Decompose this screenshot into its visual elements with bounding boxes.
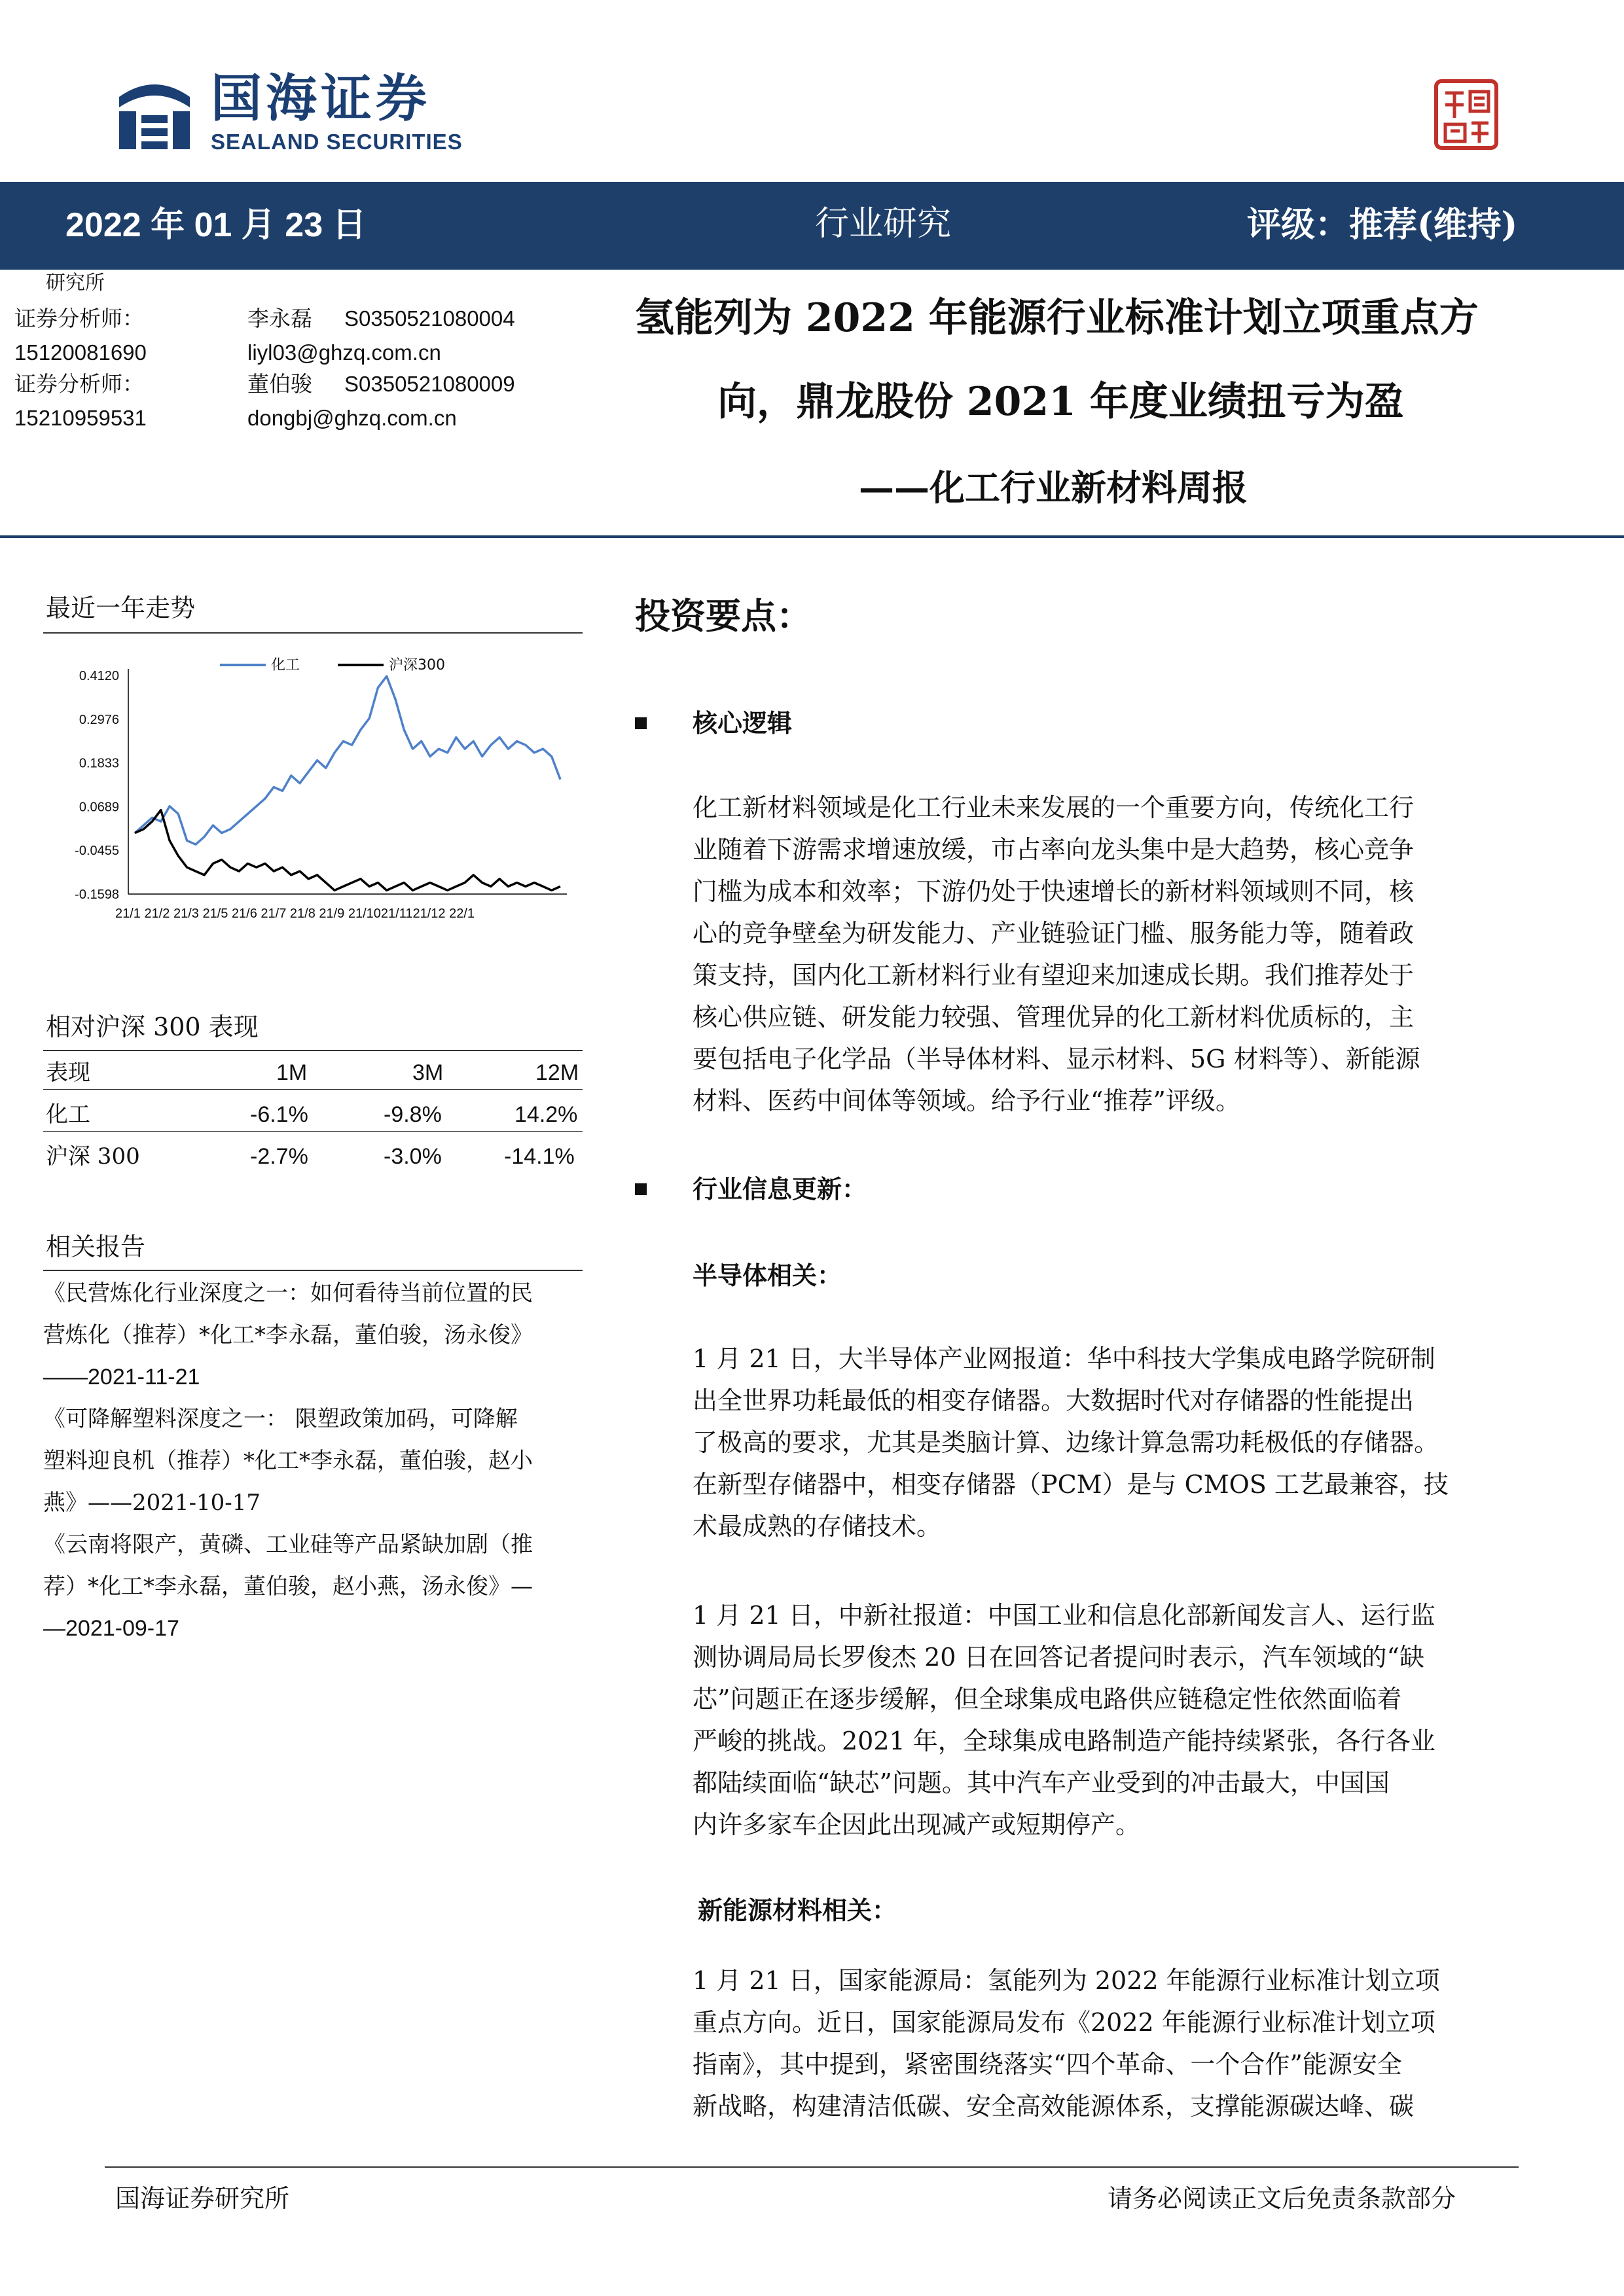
logo-mark-icon [115, 77, 194, 154]
core-logic-line: 业随着下游需求增速放缓，市占率向龙头集中是大趋势，核心竞争 [693, 835, 1415, 864]
report-rating: 评级：推荐(维持) [1247, 205, 1518, 245]
related-line[interactable]: 《可降解塑料深度之一： 限塑政策加码，可降解 [43, 1406, 518, 1432]
analyst-phone-2: 15210959531 [14, 406, 147, 430]
logo-text-cn: 国海证券 [211, 69, 431, 128]
bullet-icon [635, 1183, 647, 1195]
core-logic-line: 核心供应链、研发能力较强、管理优异的化工新材料优质标的，主 [693, 1003, 1415, 1031]
semiconductor-heading: 半导体相关： [693, 1261, 842, 1290]
related-line[interactable]: 营炼化（推荐）*化工*李永磊，董伯骏，汤永俊》 [43, 1322, 533, 1348]
perf-cell: -14.1% [504, 1144, 575, 1169]
analyst-email-1[interactable]: liyl03@ghzq.com.cn [247, 340, 441, 365]
report-date: 2022 年 01 月 23 日 [65, 206, 367, 244]
new-energy-heading: 新能源材料相关： [698, 1895, 897, 1925]
analyst-name-1: 李永磊 [247, 306, 312, 331]
analyst-cert-1: S0350521080004 [344, 306, 515, 331]
y-tick-label: 0.4120 [79, 669, 119, 683]
perf-cell: -9.8% [384, 1102, 442, 1127]
new-energy-line: 1 月 21 日，国家能源局：氢能列为 2022 年能源行业标准计划立项 [693, 1966, 1440, 1995]
semiconductor-line: 严峻的挑战。2021 年，全球集成电路制造产能持续紧张，各行各业 [693, 1727, 1435, 1755]
semiconductor-line: 在新型存储器中，相变存储器（PCM）是与 CMOS 工艺最兼容，技 [693, 1470, 1449, 1499]
trend-heading: 最近一年走势 [46, 594, 196, 622]
semiconductor-line: 芯”问题正在逐步缓解，但全球集成电路供应链稳定性依然面临着 [693, 1685, 1402, 1713]
report-subtitle: ——化工行业新材料周报 [859, 467, 1248, 509]
y-tick-label: -0.0455 [75, 844, 119, 859]
performance-heading: 相对沪深 300 表现 [46, 1013, 259, 1041]
related-line[interactable]: 荐）*化工*李永磊，董伯骏，赵小燕，汤永俊》— [43, 1573, 533, 1600]
perf-col-1m: 1M [276, 1060, 308, 1085]
investment-points-heading: 投资要点： [635, 595, 812, 637]
related-line: 燕》——2021-10-17 [43, 1490, 261, 1516]
semiconductor-line: 都陆续面临“缺芯”问题。其中汽车产业受到的冲击最大，中国国 [693, 1768, 1390, 1797]
perf-cell: -3.0% [384, 1144, 442, 1169]
series-line-csi300 [135, 810, 560, 891]
perf-row-divider [43, 1131, 583, 1132]
report-title-line2: 向，鼎龙股份 2021 年度业绩扭亏为盈 [717, 379, 1404, 425]
analyst-org: 研究所 [46, 272, 105, 295]
trend-chart [43, 648, 586, 929]
footer-disclaimer-link[interactable]: 请务必阅读正文后免责条款部分 [1108, 2184, 1456, 2213]
perf-cell: 14.2% [514, 1102, 578, 1127]
related-line[interactable]: 塑料迎良机（推荐）*化工*李永磊，董伯骏，赵小 [43, 1448, 533, 1474]
semiconductor-line: 1 月 21 日，中新社报道：中国工业和信息化部新闻发言人、运行监 [693, 1601, 1435, 1630]
semiconductor-line: 1 月 21 日，大半导体产业网报道：华中科技大学集成电路学院研制 [693, 1344, 1435, 1373]
y-tick-label: 0.2976 [79, 712, 119, 727]
core-logic-line: 化工新材料领域是化工行业未来发展的一个重要方向，传统化工行 [693, 793, 1415, 822]
core-logic-line: 心的竞争壁垒为研发能力、产业链验证门槛、服务能力等，随着政 [693, 919, 1415, 948]
performance-divider [43, 1050, 583, 1051]
analyst-phone-1: 15120081690 [14, 340, 147, 365]
y-tick-label: 0.0689 [79, 800, 119, 815]
perf-cell: -6.1% [250, 1102, 308, 1127]
new-energy-line: 指南》，其中提到，紧密围绕落实“四个革命、一个合作”能源安全 [693, 2050, 1402, 2079]
trend-divider [43, 632, 583, 634]
core-logic-line: 要包括电子化学品（半导体材料、显示材料、5G 材料等）、新能源 [693, 1045, 1420, 1073]
related-line[interactable]: 《云南将限产，黄磷、工业硅等产品紧缺加剧（推 [43, 1532, 533, 1558]
perf-col-label: 表现 [46, 1060, 90, 1086]
new-energy-line: 重点方向。近日，国家能源局发布《2022 年能源行业标准计划立项 [693, 2008, 1435, 2037]
series-line-chemical [135, 676, 560, 844]
header-divider [0, 535, 1624, 538]
related-heading: 相关报告 [46, 1232, 146, 1261]
research-seal-icon [1434, 79, 1499, 151]
core-logic-line: 材料、医药中间体等领域。给予行业“推荐”评级。 [693, 1086, 1240, 1115]
x-tick-labels: 21/1 21/2 21/3 21/5 21/6 21/7 21/8 21/9 21/1021/1121/12 22/1 [115, 906, 475, 921]
analyst-email-2[interactable]: dongbj@ghzq.com.cn [247, 406, 457, 430]
semiconductor-line: 内许多家车企因此出现减产或短期停产。 [693, 1810, 1141, 1839]
core-logic-line: 策支持，国内化工新材料行业有望迎来加速成长期。我们推荐处于 [693, 961, 1415, 990]
logo-text-en: SEALAND SECURITIES [211, 130, 463, 154]
semiconductor-line: 测协调局局长罗俊杰 20 日在回答记者提问时表示，汽车领域的“缺 [693, 1643, 1424, 1672]
semiconductor-line: 出全世界功耗最低的相变存储器。大数据时代对存储器的性能提出 [693, 1386, 1415, 1415]
perf-col-12m: 12M [535, 1060, 579, 1085]
y-tick-label: -0.1598 [75, 888, 119, 902]
core-logic-line: 门槛为成本和效率；下游仍处于快速增长的新材料领域则不同，核 [693, 877, 1415, 906]
related-line: —2021-09-17 [43, 1616, 179, 1641]
footer-divider [105, 2166, 1519, 2168]
y-tick-label: 0.1833 [79, 756, 119, 771]
related-line[interactable]: 《民营炼化行业深度之一：如何看待当前位置的民 [43, 1280, 533, 1306]
perf-row-label: 沪深 300 [46, 1143, 140, 1170]
perf-row-label: 化工 [46, 1102, 90, 1128]
perf-col-3m: 3M [412, 1060, 444, 1085]
semiconductor-line: 了极高的要求，尤其是类脑计算、边缘计算急需功耗极低的存储器。 [693, 1428, 1439, 1457]
analyst-role-2: 证券分析师： [14, 371, 144, 397]
bullet-icon [635, 717, 647, 729]
analyst-name-2: 董伯骏 [247, 371, 312, 397]
legend-label: 化工 [271, 657, 300, 673]
perf-cell: -2.7% [250, 1144, 308, 1169]
perf-row-divider [43, 1089, 583, 1090]
footer-org: 国海证券研究所 [115, 2184, 290, 2213]
new-energy-line: 新战略，构建清洁低碳、安全高效能源体系，支撑能源碳达峰、碳 [693, 2092, 1415, 2121]
legend-label: 沪深300 [389, 657, 445, 673]
analyst-role-1: 证券分析师： [14, 306, 144, 331]
report-title-line1: 氢能列为 2022 年能源行业标准计划立项重点方 [635, 295, 1479, 341]
industry-update-heading: 行业信息更新： [693, 1174, 867, 1204]
core-logic-heading: 核心逻辑 [693, 708, 793, 738]
related-line: ——2021-11-21 [43, 1365, 200, 1390]
semiconductor-line: 术最成熟的存储技术。 [693, 1512, 942, 1541]
report-type: 行业研究 [815, 204, 952, 243]
analyst-cert-2: S0350521080009 [344, 372, 515, 396]
related-divider [43, 1270, 583, 1271]
